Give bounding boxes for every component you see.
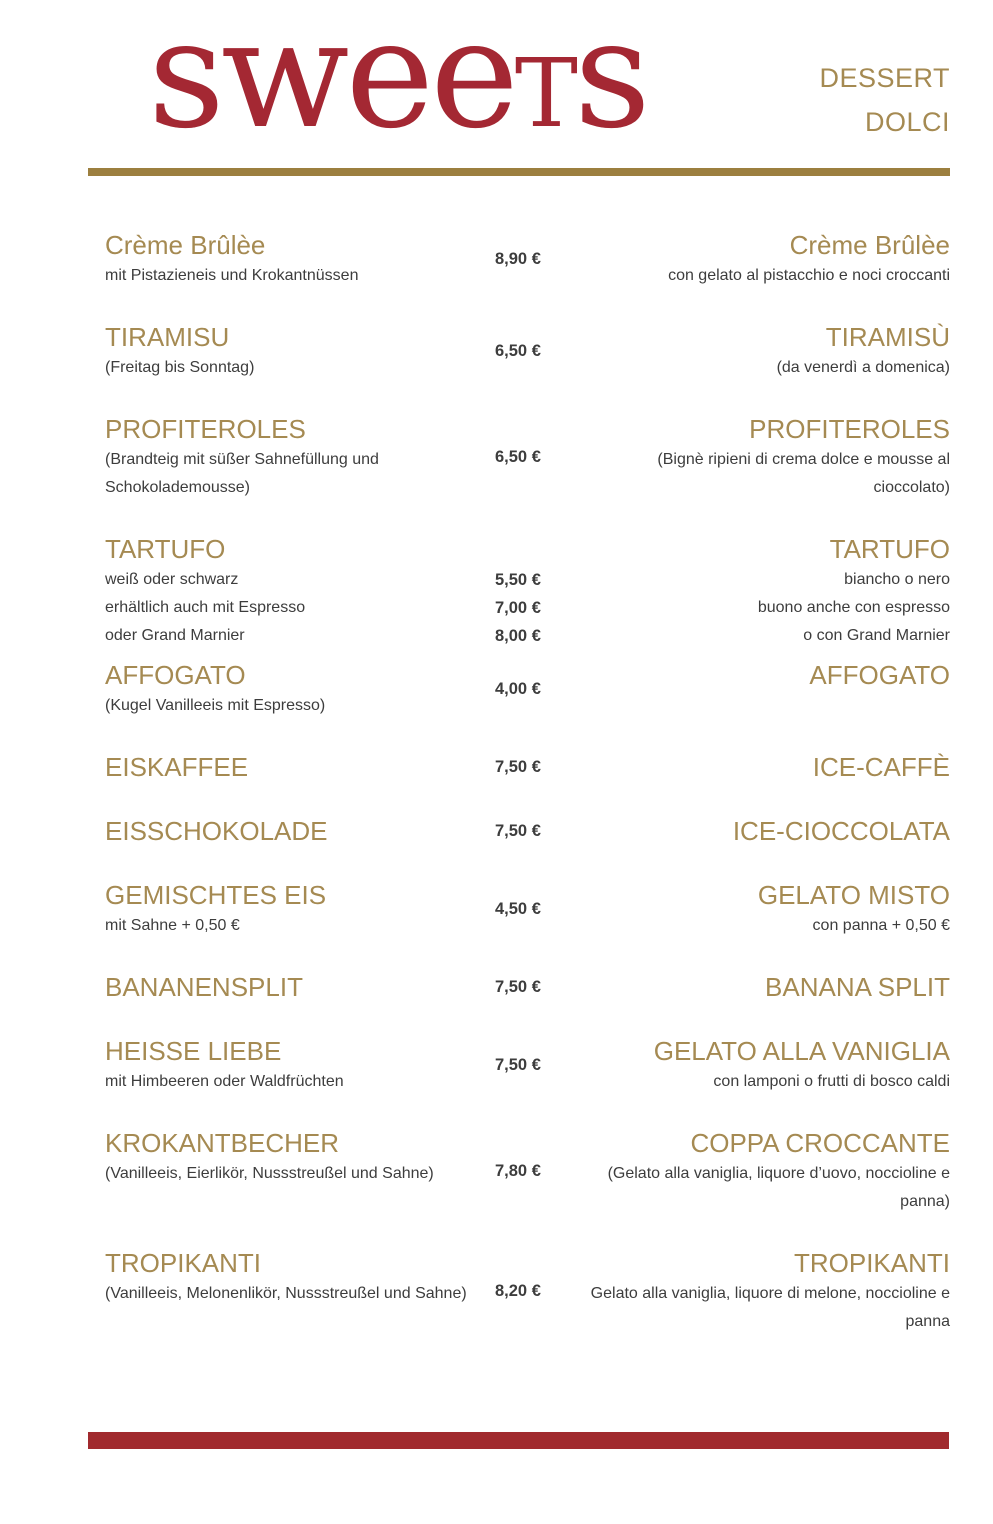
menu-item (105, 878, 950, 940)
item-title-german: TIRAMISU (105, 322, 230, 352)
item-title-italian: COPPA CROCCANTE (690, 1128, 950, 1158)
menu-item (105, 1246, 950, 1336)
item-title-italian: AFFOGATO (809, 660, 950, 690)
item-title-italian: GELATO ALLA VANIGLIA (653, 1036, 950, 1066)
item-desc-german: (Brandteig mit süßer Sahnefüllung und (105, 451, 379, 468)
item-title-german: TROPIKANTI (105, 1248, 262, 1278)
item-desc-german: weiß oder schwarz (105, 571, 239, 588)
item-title-german: TARTUFO (105, 534, 226, 564)
item-desc-german: (Vanilleeis, Eierlikör, Nussstreußel und Sahne) (105, 1165, 434, 1182)
item-title-italian: GELATO MISTO (757, 880, 950, 910)
item-german-cell (105, 1126, 495, 1216)
item-price: 8,90 € (495, 250, 541, 268)
brand-logo (148, 0, 647, 169)
menu-item (105, 1034, 950, 1096)
menu-subtitle (819, 56, 950, 144)
item-german-cell (105, 750, 495, 784)
item-title-italian: TROPIKANTI (793, 1248, 950, 1278)
menu-item (105, 412, 950, 502)
item-title-german: AFFOGATO (105, 660, 246, 690)
menu-item (105, 750, 950, 784)
item-italian-cell (580, 750, 950, 784)
item-price: 7,80 € (495, 1162, 541, 1180)
menu-item (105, 970, 950, 1004)
item-title-italian: Crème Brûlèe (789, 230, 950, 260)
logo-text-smallcap-t: T (514, 39, 574, 149)
item-price-cell (495, 1034, 580, 1096)
menu-item (105, 532, 950, 650)
item-price: 4,00 € (495, 680, 541, 698)
item-price: 8,00 € (495, 627, 541, 645)
item-title-german: EISSCHOKOLADE (105, 816, 328, 846)
item-desc-italian: biancho o nero (844, 571, 950, 588)
item-desc-german: (Vanilleeis, Melonenlikör, Nussstreußel und Sahne) (105, 1285, 467, 1302)
item-price-cell (495, 228, 580, 290)
item-italian-cell (580, 970, 950, 1004)
item-price-cell (495, 970, 580, 1004)
item-price-cell (495, 814, 580, 848)
item-title-german: Crème Brûlèe (105, 230, 266, 260)
item-title-german: BANANENSPLIT (105, 972, 303, 1002)
item-title-german: GEMISCHTES EIS (105, 880, 327, 910)
item-german-cell (105, 532, 495, 650)
item-price-cell (495, 1246, 580, 1336)
item-desc-italian: panna) (900, 1193, 950, 1210)
item-price: 7,50 € (495, 758, 541, 776)
item-desc-italian: (da venerdì a domenica) (776, 359, 950, 376)
subtitle-dessert: DESSERT (819, 63, 950, 93)
item-italian-cell (580, 1126, 950, 1216)
item-price: 5,50 € (495, 571, 541, 589)
item-title-german: HEISSE LIEBE (105, 1036, 282, 1066)
item-price-cell (495, 412, 580, 502)
logo-text-start: swee (148, 0, 515, 162)
menu-item (105, 320, 950, 382)
menu-item (105, 658, 950, 720)
item-italian-cell (580, 878, 950, 940)
menu-item (105, 1126, 950, 1216)
item-desc-italian: (Bignè ripieni di crema dolce e mousse al cioccolato) (657, 451, 950, 496)
item-desc-german: mit Himbeeren oder Waldfrüchten (105, 1073, 344, 1090)
item-price: 6,50 € (495, 342, 541, 360)
item-title-german: EISKAFFEE (105, 752, 249, 782)
item-title-italian: BANANA SPLIT (765, 972, 950, 1002)
item-desc-italian: con panna + 0,50 € (812, 917, 950, 934)
item-price-cell (495, 750, 580, 784)
item-italian-cell (580, 1246, 950, 1336)
item-italian-cell (580, 658, 950, 720)
item-title-italian: PROFITEROLES (749, 414, 950, 444)
menu-header (0, 0, 993, 168)
item-german-cell (105, 1034, 495, 1096)
item-desc-german: Schokolademousse) (105, 479, 250, 496)
item-title-italian: TIRAMISÙ (825, 322, 950, 352)
item-price: 7,50 € (495, 822, 541, 840)
item-desc-german: oder Grand Marnier (105, 627, 245, 644)
item-italian-cell (580, 1034, 950, 1096)
item-desc-italian: panna (905, 1313, 950, 1330)
item-italian-cell (580, 320, 950, 382)
item-price: 4,50 € (495, 900, 541, 918)
item-desc-italian: Gelato alla vaniglia, liquore di melone, noccioline e (590, 1285, 950, 1302)
item-german-cell (105, 1246, 495, 1336)
item-title-german: KROKANTBECHER (105, 1128, 340, 1158)
item-desc-german: mit Pistazieneis und Krokantnüssen (105, 267, 359, 284)
item-price: 7,50 € (495, 978, 541, 996)
item-desc-italian: buono anche con espresso (757, 599, 950, 616)
item-title-italian: TARTUFO (829, 534, 950, 564)
menu-item (105, 814, 950, 848)
menu-item (105, 228, 950, 290)
item-italian-cell (580, 814, 950, 848)
item-price-cell (495, 658, 580, 720)
item-desc-italian: o con Grand Marnier (803, 627, 950, 644)
item-desc-german: (Freitag bis Sonntag) (105, 359, 255, 376)
footer-rule (88, 1432, 949, 1449)
item-desc-german: erhältlich auch mit Espresso (105, 599, 306, 616)
header-divider-rule (88, 168, 950, 176)
item-price-cell (495, 878, 580, 940)
item-price: 6,50 € (495, 448, 541, 466)
item-german-cell (105, 878, 495, 940)
menu-items-list (0, 168, 993, 1336)
item-price: 7,00 € (495, 599, 541, 617)
item-german-cell (105, 970, 495, 1004)
item-desc-german: mit Sahne + 0,50 € (105, 917, 240, 934)
item-price: 7,50 € (495, 1056, 541, 1074)
subtitle-dolci: DOLCI (864, 107, 950, 137)
item-price-cell (495, 1126, 580, 1216)
item-german-cell (105, 228, 495, 290)
item-desc-italian: con gelato al pistacchio e noci croccanti (668, 267, 950, 284)
item-desc-italian: con lamponi o frutti di bosco caldi (713, 1073, 950, 1090)
item-price-cell (495, 320, 580, 382)
item-title-italian: ICE-CAFFÈ (812, 752, 950, 782)
item-desc-german: (Kugel Vanilleeis mit Espresso) (105, 697, 326, 714)
item-price-cell (495, 532, 580, 650)
item-desc-italian: (Gelato alla vaniglia, liquore d’uovo, noccioline e (607, 1165, 950, 1182)
item-german-cell (105, 412, 495, 502)
item-german-cell (105, 658, 495, 720)
item-italian-cell (580, 228, 950, 290)
logo-text-end: s (573, 0, 647, 162)
item-italian-cell (580, 412, 950, 502)
item-german-cell (105, 320, 495, 382)
item-title-italian: ICE-CIOCCOLATA (732, 816, 950, 846)
item-italian-cell (580, 532, 950, 650)
item-german-cell (105, 814, 495, 848)
item-title-german: PROFITEROLES (105, 414, 306, 444)
item-price: 8,20 € (495, 1282, 541, 1300)
